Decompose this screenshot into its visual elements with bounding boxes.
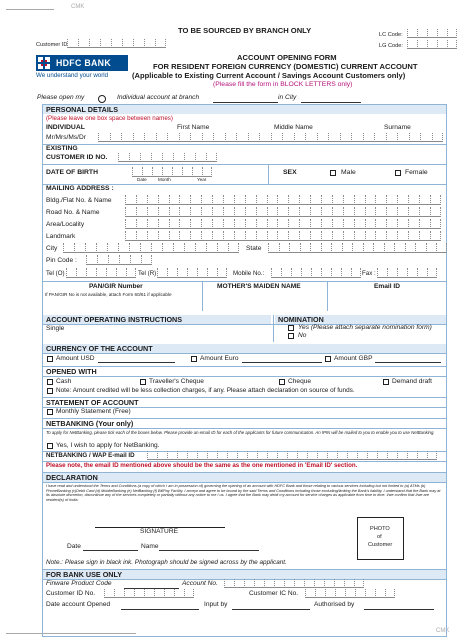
pan-label: PAN/GIR Number bbox=[89, 283, 143, 290]
nomination-yes-label: Yes (Please attach separate nomination form) bbox=[298, 324, 432, 331]
city-field[interactable] bbox=[301, 102, 361, 103]
email-field[interactable] bbox=[331, 294, 443, 308]
crop-mark-top bbox=[6, 9, 54, 10]
fax-label: Fax : bbox=[362, 270, 376, 277]
open-account-radio[interactable] bbox=[98, 95, 106, 103]
landmark-label: Landmark bbox=[46, 233, 76, 240]
bldg-boxes[interactable] bbox=[125, 195, 441, 205]
statement-header: STATEMENT OF ACCOUNT bbox=[46, 398, 139, 407]
open-prefix: Please open my bbox=[37, 94, 85, 101]
mother-maiden-label: MOTHER'S MAIDEN NAME bbox=[217, 283, 301, 290]
city-label: City bbox=[46, 245, 58, 252]
female-label: Female bbox=[405, 169, 428, 176]
photo-box[interactable] bbox=[357, 517, 404, 560]
dob-date-caption: Date bbox=[137, 177, 147, 182]
nomination-header: NOMINATION bbox=[275, 315, 446, 324]
opened-travellers-label: Traveller's Cheque bbox=[149, 378, 204, 385]
state-boxes[interactable] bbox=[268, 243, 447, 253]
photo-customer-label: Customer bbox=[368, 542, 393, 548]
currency-gbp-label: Amount GBP bbox=[334, 355, 373, 362]
lc-code-boxes[interactable] bbox=[407, 29, 457, 38]
bank-customer-id-boxes[interactable] bbox=[104, 589, 194, 598]
area-label: Area/Locality bbox=[46, 221, 85, 228]
netbanking-wish-label: Yes, I wish to apply for NetBanking. bbox=[56, 442, 160, 449]
personal-note: (Please leave one box space between names) bbox=[46, 115, 173, 122]
pan-field[interactable] bbox=[47, 300, 197, 308]
opened-with-note: Note: Amount credited will be less collection charges, if any. Please attach declaration on source of funds. bbox=[56, 387, 355, 394]
opened-cheque-checkbox[interactable] bbox=[279, 379, 285, 385]
input-by-field[interactable] bbox=[232, 609, 310, 610]
fill-note: (Please fill the form in BLOCK LETTERS only) bbox=[213, 81, 353, 88]
monthly-statement-label: Monthly Statement (Free) bbox=[56, 408, 131, 415]
account-no-boxes[interactable] bbox=[224, 579, 364, 588]
netbanking-wap-label: NETBANKING / WAP E-mail ID bbox=[46, 452, 135, 459]
form-title: ACCOUNT OPENING FORM bbox=[237, 53, 337, 62]
currency-euro-checkbox[interactable] bbox=[191, 356, 197, 362]
currency-euro-field[interactable] bbox=[242, 362, 322, 363]
bank-logo bbox=[36, 55, 128, 71]
bldg-label: Bldg./Flat No. & Name bbox=[46, 197, 112, 204]
opened-cheque-label: Cheque bbox=[288, 378, 312, 385]
branch-field[interactable] bbox=[213, 102, 278, 103]
logo-mark-icon bbox=[38, 57, 50, 69]
dob-year-caption: Year bbox=[197, 177, 207, 182]
mother-maiden-field[interactable] bbox=[206, 294, 324, 308]
date-opened-field[interactable] bbox=[121, 609, 199, 610]
currency-gbp-checkbox[interactable] bbox=[325, 356, 331, 362]
road-boxes[interactable] bbox=[125, 207, 441, 217]
area-boxes[interactable] bbox=[125, 219, 441, 229]
declaration-header: DECLARATION bbox=[43, 473, 446, 482]
operating-header: ACCOUNT OPERATING INSTRUCTIONS bbox=[43, 315, 271, 324]
netbanking-email-note: Please note, the email ID mentioned above should be the same as the one mentioned in 'Email ID' section. bbox=[46, 462, 358, 469]
existing-customer-id-boxes[interactable] bbox=[118, 153, 217, 162]
opened-cash-label: Cash bbox=[56, 378, 72, 385]
individual-label: INDIVIDUAL bbox=[46, 124, 85, 131]
opened-dd-checkbox[interactable] bbox=[383, 379, 389, 385]
fax-boxes[interactable] bbox=[377, 268, 437, 278]
existing-label: EXISTING bbox=[46, 145, 78, 152]
dob-boxes[interactable] bbox=[132, 167, 212, 177]
dob-label: DATE OF BIRTH bbox=[46, 169, 98, 176]
opened-cash-checkbox[interactable] bbox=[47, 379, 53, 385]
female-checkbox[interactable] bbox=[395, 170, 401, 176]
middle-name-label: Middle Name bbox=[274, 124, 313, 131]
declaration-name-label: Name bbox=[141, 543, 159, 550]
tel-office-boxes[interactable] bbox=[66, 268, 136, 278]
monthly-statement-checkbox[interactable] bbox=[47, 409, 53, 415]
salutation-label: Mr/Mrs/Ms/Dr bbox=[46, 134, 86, 141]
currency-usd-field[interactable] bbox=[98, 362, 175, 363]
city-boxes[interactable] bbox=[63, 243, 239, 253]
tel-residence-label: Tel (R) bbox=[138, 270, 157, 277]
surname-label: Surname bbox=[384, 124, 411, 131]
signature-field[interactable] bbox=[95, 511, 225, 527]
photo-label: PHOTO bbox=[370, 526, 390, 532]
dob-month-caption: Month bbox=[158, 177, 171, 182]
tel-residence-boxes[interactable] bbox=[157, 268, 227, 278]
opened-dd-label: Demand draft bbox=[392, 378, 432, 385]
corner-mark-bottom: CMK bbox=[436, 628, 450, 634]
lg-code-label: LG Code: bbox=[379, 43, 403, 49]
open-suffix: in City bbox=[278, 94, 297, 101]
bank-name: HDFC BANK bbox=[56, 58, 111, 68]
customer-id-label: Customer ID bbox=[36, 42, 68, 48]
account-no-label: Account No. bbox=[182, 580, 218, 587]
customer-ic-label: Customer IC No. bbox=[249, 590, 299, 597]
personal-details-header: PERSONAL DETAILS bbox=[43, 105, 446, 114]
bank-use-header: FOR BANK USE ONLY bbox=[43, 570, 446, 579]
netbanking-wish-checkbox[interactable] bbox=[47, 443, 53, 449]
lc-code-label: LC Code: bbox=[379, 32, 403, 38]
declaration-date-field[interactable] bbox=[83, 550, 138, 551]
tagline: We understand your world bbox=[36, 72, 109, 79]
opened-with-header: OPENED WITH bbox=[46, 367, 97, 376]
declaration-date-label: Date bbox=[67, 543, 81, 550]
nomination-yes-checkbox[interactable] bbox=[288, 325, 294, 331]
netbanking-apply-text: To apply for NetBanking, please tick each of the boxes below. Please provide an email ID for each of the applicants for future communication. An IPIN will be mailed to you to enable you to use NetBanking. bbox=[46, 430, 435, 435]
date-opened-label: Date account Opened bbox=[46, 601, 111, 608]
declaration-text: I have read and understood the Terms and Conditions (a copy of which I am in possession of) governing the opening of an account with HDFC Bank and those relating to various services including but not limited to (a) ATMs (b) PhoneBanking (c)Debit Card (d) MobileBanking (e) NetBanking (f) BillPay Facility. I accept and agree to be bound by the said Terms and Conditions including those excluding/limiting the Bank's liability. I understand that the Bank may at its absolute discretion, discontinue any of the services completely or partially without any notice to me / us. I agree that the Bank may debit my account for service charges as applicable from time to time. I/we confirm that I/we are resident(s) of India. bbox=[46, 484, 441, 502]
nomination-no-checkbox[interactable] bbox=[288, 333, 294, 339]
state-label: State bbox=[246, 245, 262, 252]
currency-header: CURRENCY OF THE ACCOUNT bbox=[43, 344, 446, 353]
currency-usd-checkbox[interactable] bbox=[47, 356, 53, 362]
netbanking-header: NETBANKING (Your only) bbox=[46, 419, 134, 428]
branch-note: TO BE SOURCED BY BRANCH ONLY bbox=[178, 26, 312, 35]
finware-label: Finware Product Code bbox=[46, 580, 112, 587]
male-checkbox[interactable] bbox=[330, 170, 336, 176]
customer-ic-boxes[interactable] bbox=[305, 589, 395, 598]
male-label: Male bbox=[341, 169, 356, 176]
opened-note-checkbox[interactable] bbox=[47, 388, 53, 394]
first-name-label: First Name bbox=[177, 124, 210, 131]
road-label: Road No. & Name bbox=[46, 209, 100, 216]
declaration-name-field[interactable] bbox=[159, 550, 259, 551]
mailing-label: MAILING ADDRESS : bbox=[46, 185, 114, 192]
sex-label: SEX bbox=[283, 169, 297, 176]
mobile-boxes[interactable] bbox=[271, 268, 361, 278]
form-subtitle: FOR RESIDENT FOREIGN CURRENCY (DOMESTIC) CURRENT ACCOUNT bbox=[153, 62, 418, 71]
currency-euro-label: Amount Euro bbox=[200, 355, 239, 362]
single-label: Single bbox=[46, 325, 65, 332]
name-boxes[interactable] bbox=[98, 133, 443, 142]
lg-code-boxes[interactable] bbox=[407, 40, 457, 49]
input-by-label: Input by bbox=[204, 601, 228, 608]
authorised-by-field[interactable] bbox=[364, 609, 434, 610]
currency-gbp-field[interactable] bbox=[375, 362, 441, 363]
pin-boxes[interactable] bbox=[86, 255, 152, 265]
customer-id-no-label: CUSTOMER ID NO. bbox=[46, 154, 108, 161]
nomination-no-label: No bbox=[298, 332, 307, 339]
pan-note: If PAN/GIR No is not available, attach Form 60/61 if applicable bbox=[45, 292, 172, 297]
tel-office-label: Tel (O) bbox=[46, 270, 65, 277]
authorised-by-label: Authorised by bbox=[314, 601, 355, 608]
customer-id-boxes[interactable] bbox=[67, 39, 166, 48]
open-middle: Individual account at branch bbox=[117, 94, 200, 101]
bank-customer-id-label: Customer ID No. bbox=[46, 590, 96, 597]
declaration-note: Note.: Please sign in black ink. Photograph should be signed across by the applicant. bbox=[46, 559, 287, 566]
email-label: Email ID bbox=[374, 283, 401, 290]
mobile-label: Mobile No.: bbox=[233, 270, 265, 277]
landmark-boxes[interactable] bbox=[125, 231, 441, 241]
corner-mark-top: CMK bbox=[71, 4, 85, 10]
currency-usd-label: Amount USD bbox=[56, 355, 95, 362]
pin-label: Pin Code : bbox=[46, 257, 77, 264]
opened-travellers-checkbox[interactable] bbox=[140, 379, 146, 385]
form-applicability: (Applicable to Existing Current Account / Savings Account Customers only) bbox=[132, 71, 406, 80]
netbanking-email-boxes[interactable] bbox=[147, 451, 437, 460]
signature-label: SIGNATURE bbox=[140, 528, 178, 535]
photo-of-label: of bbox=[377, 534, 382, 540]
